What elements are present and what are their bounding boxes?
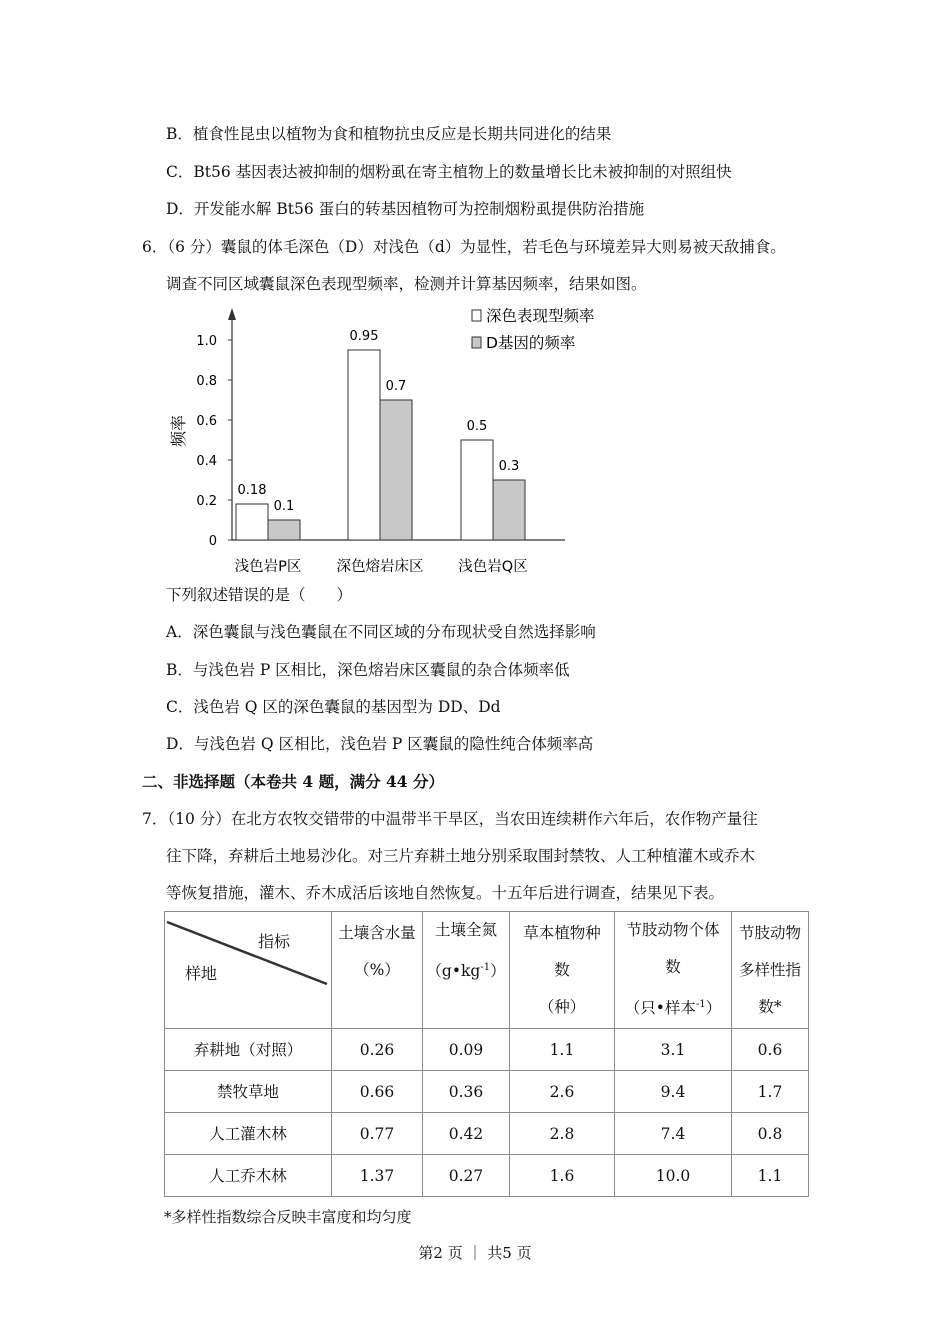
bar-dark-phenotype xyxy=(348,350,380,540)
y-tick-label: 0.2 xyxy=(196,494,217,509)
legend-label: D基因的频率 xyxy=(486,334,576,352)
table-cell: 0.26 xyxy=(332,1029,423,1071)
bar-value-label: 0.7 xyxy=(385,379,407,394)
table-header-cell: 土壤全氮 $(g•kg^{-1})$ xyxy=(423,912,510,1029)
table-cell: 0.77 xyxy=(332,1113,423,1155)
bar-d-gene xyxy=(493,480,525,540)
table-cell: 1.37 xyxy=(332,1155,423,1197)
q6-option-a: A．深色囊鼠与浅色囊鼠在不同区域的分布现状受自然选择影响 xyxy=(166,623,596,641)
q6-prompt: 下列叙述错误的是（ ） xyxy=(166,586,353,604)
table-header-cell: 节肢动物个体 数 （只•样本$^{-1}$） xyxy=(615,912,732,1029)
table-header-row xyxy=(165,912,809,1029)
table-header-cell: 草本植物种 数 （种） xyxy=(510,912,615,1029)
table-cell: 0.66 xyxy=(332,1071,423,1113)
q6-option-c: C．浅色岩 Q 区的深色囊鼠的基因型为 DD、Dd xyxy=(166,698,501,716)
q7-line1: 7．（10 分）在北方农牧交错带的中温带半干旱区，当农田连续耕作六年后，农作物产量往 xyxy=(142,810,758,828)
corner-label-site: 样地 xyxy=(185,964,218,983)
table-cell: 禁牧草地 xyxy=(165,1071,332,1113)
table-cell: 1.1 xyxy=(510,1029,615,1071)
table-cell: 0.09 xyxy=(423,1029,510,1071)
table-header-cell: 土壤含水量 （%） xyxy=(332,912,423,1029)
q5-option-b: B．植食性昆虫以植物为食和植物抗虫反应是长期共同进化的结果 xyxy=(166,125,612,143)
table-corner-cell xyxy=(165,912,332,1029)
table-footnote: *多样性指数综合反映丰富度和均匀度 xyxy=(164,1208,412,1226)
q6-stem-line1: 6．（6 分）囊鼠的体毛深色（D）对浅色（d）为显性，若毛色与环境差异大则易被天敌捕食。 xyxy=(142,238,786,256)
legend-label: 深色表现型频率 xyxy=(486,307,595,325)
table-cell: 3.1 xyxy=(615,1029,732,1071)
q7-line3: 等恢复措施，灌木、乔木成活后该地自然恢复。十五年后进行调查，结果见下表。 xyxy=(166,884,725,902)
bar-value-label: 0.5 xyxy=(466,419,488,434)
y-tick-label: 0.8 xyxy=(196,374,217,389)
page-footer: 第2 页 ｜ 共5 页 xyxy=(418,1244,532,1262)
table-header-cell: 节肢动物 多样性指 数* xyxy=(732,912,809,1029)
section-title: 二、非选择题（本卷共 4 题，满分 44 分） xyxy=(142,772,444,791)
legend-swatch xyxy=(472,337,481,348)
table-cell: 10.0 xyxy=(615,1155,732,1197)
table-cell: 0.36 xyxy=(423,1071,510,1113)
table-cell: 0.6 xyxy=(732,1029,809,1071)
x-category-label: 浅色岩P区 xyxy=(234,559,302,575)
q7-line2: 往下降，弃耕后土地易沙化。对三片弃耕土地分别采取围封禁牧、人工种植灌木或乔木 xyxy=(166,847,756,865)
x-category-label: 深色熔岩床区 xyxy=(336,559,424,575)
corner-label-indicator: 指标 xyxy=(258,932,291,951)
q5-option-c: C．Bt56 基因表达被抑制的烟粉虱在寄主植物上的数量增长比未被抑制的对照组快 xyxy=(166,163,732,181)
table-cell: 0.27 xyxy=(423,1155,510,1197)
table-cell: 2.6 xyxy=(510,1071,615,1113)
bar-value-label: 0.3 xyxy=(498,459,520,474)
table-cell: 0.8 xyxy=(732,1113,809,1155)
table-row xyxy=(165,1155,809,1197)
y-tick-label: 0 xyxy=(208,534,217,549)
y-tick-label: 0.6 xyxy=(196,414,217,429)
q5-option-d: D．开发能水解 Bt56 蛋白的转基因植物可为控制烟粉虱提供防治措施 xyxy=(166,200,645,218)
y-tick-label: 0.4 xyxy=(196,454,217,469)
bar-d-gene xyxy=(380,400,412,540)
table-cell: 1.7 xyxy=(732,1071,809,1113)
q6-option-b: B．与浅色岩 P 区相比，深色熔岩床区囊鼠的杂合体频率低 xyxy=(166,661,570,679)
table-cell: 9.4 xyxy=(615,1071,732,1113)
bar-value-label: 0.1 xyxy=(273,499,295,514)
table-cell: 2.8 xyxy=(510,1113,615,1155)
survey-table xyxy=(164,911,809,1197)
table-cell: 人工灌木林 xyxy=(165,1113,332,1155)
table-row xyxy=(165,1071,809,1113)
table-cell: 7.4 xyxy=(615,1113,732,1155)
y-axis-label: 频率 xyxy=(169,414,188,448)
bar-dark-phenotype xyxy=(461,440,493,540)
table-cell: 人工乔木林 xyxy=(165,1155,332,1197)
legend-swatch xyxy=(472,310,481,321)
table-row xyxy=(165,1029,809,1071)
table-cell: 弃耕地（对照） xyxy=(165,1029,332,1071)
bar-value-label: 0.18 xyxy=(237,483,267,498)
table-cell: 0.42 xyxy=(423,1113,510,1155)
x-category-label: 浅色岩Q区 xyxy=(458,559,528,575)
bar-d-gene xyxy=(268,520,300,540)
table-row xyxy=(165,1113,809,1155)
table-cell: 1.1 xyxy=(732,1155,809,1197)
y-axis-arrow xyxy=(228,308,236,320)
q6-stem-line2: 调查不同区域囊鼠深色表现型频率，检测并计算基因频率，结果如图。 xyxy=(166,275,647,293)
frequency-bar-chart xyxy=(160,300,630,580)
q6-option-d: D．与浅色岩 Q 区相比，浅色岩 P 区囊鼠的隐性纯合体频率高 xyxy=(166,735,594,753)
table-cell: 1.6 xyxy=(510,1155,615,1197)
y-tick-label: 1.0 xyxy=(196,334,217,349)
bar-dark-phenotype xyxy=(236,504,268,540)
bar-value-label: 0.95 xyxy=(349,329,379,344)
